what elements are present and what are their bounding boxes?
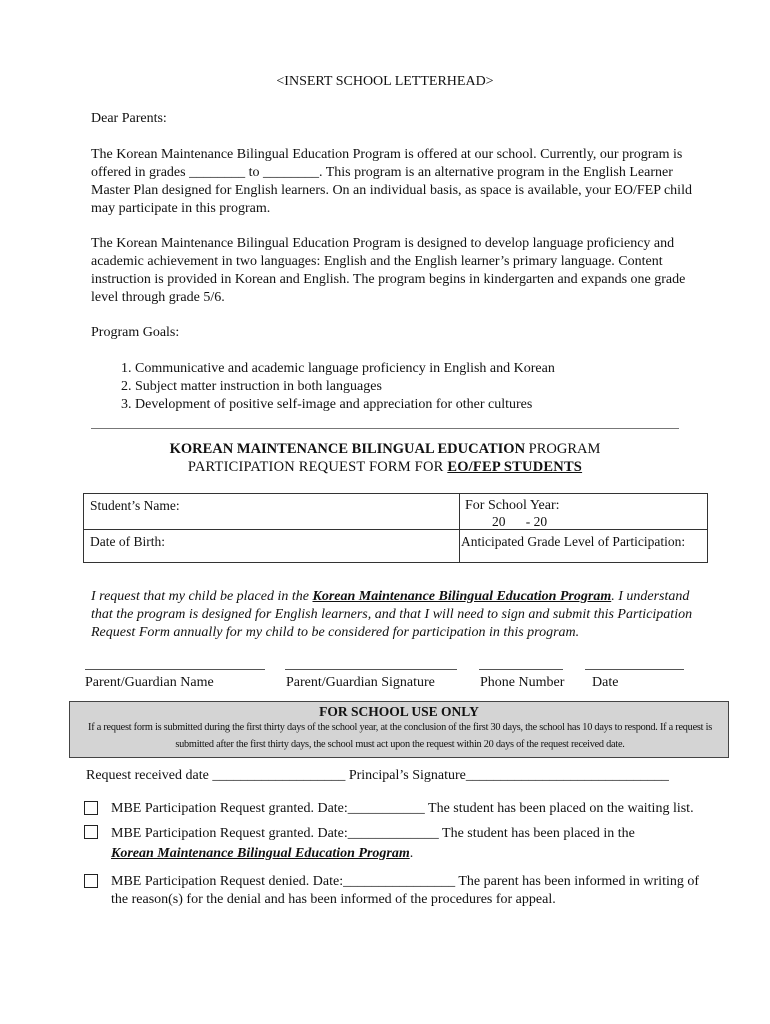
student-name-field[interactable] (90, 497, 450, 514)
program-goals-list (113, 360, 695, 414)
goal-item: 2. Subject matter instruction in both languages (135, 378, 695, 396)
program-description-paragraph: The Korean Maintenance Bilingual Education Program is designed to develop language proficiency and academic achievement in two languages: English and the English learner’s primary language. Content instruction is provided in Korean and English. The program begins in kindergarten and expands one grade level through grade 5/6. (91, 236, 686, 305)
form-title-regular: PROGRAM (525, 441, 601, 457)
program-name: Korean Maintenance Bilingual Education Program (312, 589, 612, 604)
phone-number-line[interactable] (479, 669, 563, 670)
section-divider (91, 428, 679, 429)
phone-number-label: Phone Number (480, 675, 565, 690)
request-received-line[interactable]: Request received date ___________________ Principal’s Signature_____________________________ (86, 768, 669, 783)
school-use-instructions: If a request form is submitted during the first thirty days of the school year, at the conclusion of the first 30 days, the school has 10 days to respond. If a request is submitted after the first thirty days, the school must act upon the request within 20 days of the request received date. (88, 722, 712, 750)
date-of-birth-field[interactable] (90, 533, 450, 550)
parent-signature-label: Parent/Guardian Signature (286, 675, 435, 690)
option-suffix: . (409, 846, 414, 861)
form-title-line2 (0, 459, 770, 476)
granted-placed-option-continued (111, 845, 711, 863)
program-goals-label: Program Goals: (91, 325, 180, 340)
parent-name-label: Parent/Guardian Name (85, 675, 214, 690)
request-text-end: . I understand that the program is designed for English learners, and that I will need to sign and submit this Participation Request Form annually for my child to be considered for participation in this program. (91, 589, 693, 640)
parent-name-line[interactable] (85, 669, 265, 670)
form-subtitle-regular: PARTICIPATION REQUEST FORM FOR (187, 459, 448, 475)
goal-item: 1. Communicative and academic language proficiency in English and Korean (135, 360, 695, 378)
parent-request-statement (91, 588, 711, 642)
grade-level-field[interactable] (461, 533, 707, 550)
parent-signature-line[interactable] (285, 669, 457, 670)
denied-option: MBE Participation Request denied. Date:________________ The parent has been informed in writing of the reason(s) for the denial and has been informed of the procedures for appeal. (111, 874, 700, 907)
date-of-birth-label: Date of Birth: (90, 534, 165, 549)
grade-level-label: Anticipated Grade Level of Participation: (461, 534, 686, 549)
school-use-title: FOR SCHOOL USE ONLY (319, 704, 479, 719)
table-divider (459, 494, 460, 562)
form-title-bold: KOREAN MAINTENANCE BILINGUAL EDUCATION (169, 441, 526, 457)
school-year-field[interactable]: 20 - 20 (492, 514, 548, 529)
school-year-label: For School Year: (465, 498, 560, 513)
salutation: Dear Parents: (91, 111, 167, 126)
granted-placed-checkbox[interactable] (84, 825, 98, 839)
student-info-table (83, 493, 708, 563)
student-name-label: Student’s Name: (90, 498, 180, 513)
granted-waiting-list-option: MBE Participation Request granted. Date:___________ The student has been placed on the waiting list. (111, 801, 694, 816)
letterhead-placeholder: <INSERT SCHOOL LETTERHEAD> (276, 74, 494, 89)
form-subtitle-bold: EO/FEP STUDENTS (447, 459, 583, 475)
program-name: Korean Maintenance Bilingual Education Program (111, 846, 410, 861)
goal-item: 3. Development of positive self-image and appreciation for other cultures (135, 396, 695, 414)
intro-paragraph: The Korean Maintenance Bilingual Education Program is offered at our school. Currently, our program is offered in grades ________ to ________. This program is an alternative program in the English Learner Master Plan designed for English learners. On an individual basis, as space is available, your EO/FEP child may participate in this program. (91, 147, 692, 216)
granted-placed-option: MBE Participation Request granted. Date:_____________ The student has been placed in the (111, 826, 635, 841)
school-use-box (69, 701, 729, 758)
granted-waiting-list-checkbox[interactable] (84, 801, 98, 815)
date-line[interactable] (585, 669, 684, 670)
form-title-line1 (0, 441, 770, 458)
date-label: Date (592, 675, 619, 690)
request-text-start: I request that my child be placed in the (91, 589, 313, 604)
denied-checkbox[interactable] (84, 874, 98, 888)
